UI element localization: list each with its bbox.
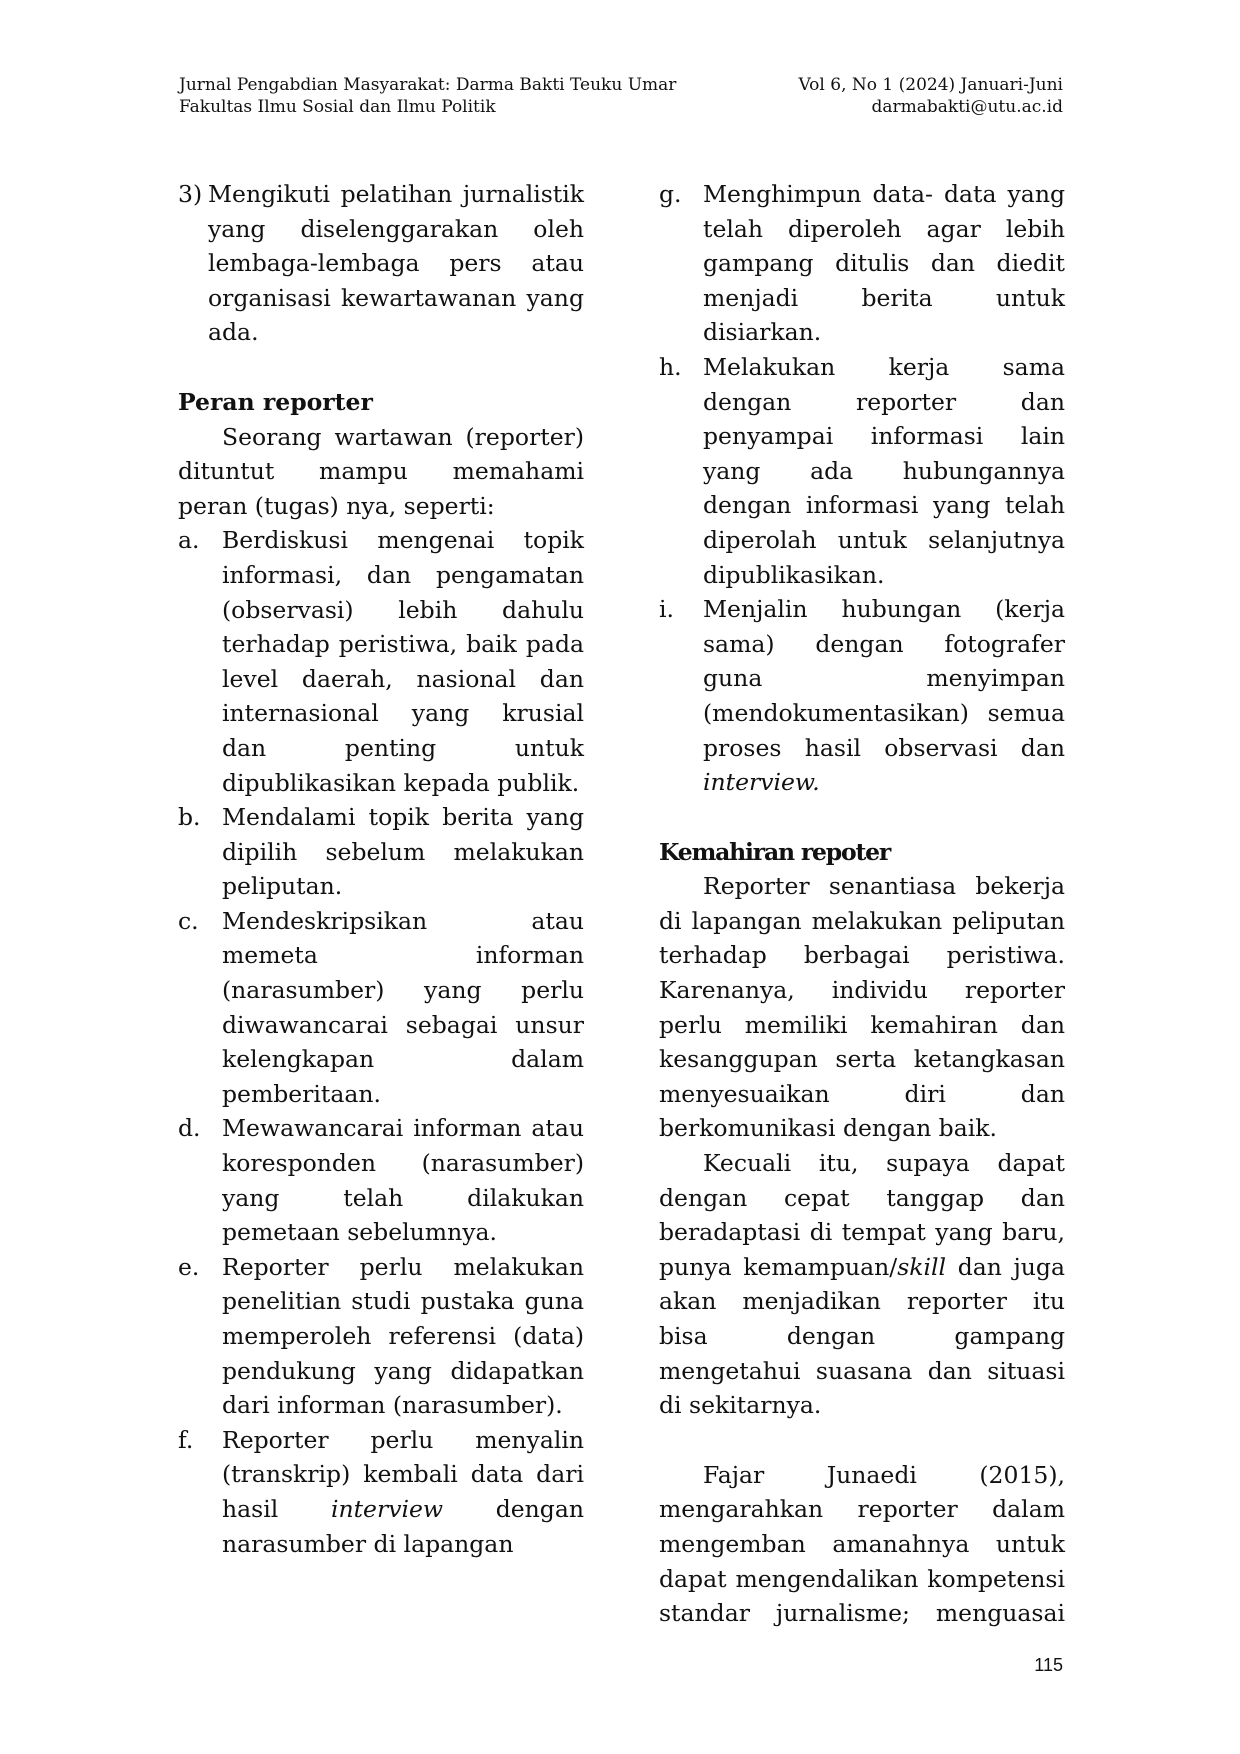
right-column bbox=[659, 177, 1065, 1631]
text-segment: Menjalin hubungan (kerja sama) dengan fotografer guna menyimpan (mendokumentasikan) semua proses hasil observasi dan bbox=[703, 595, 1065, 762]
list-item-text: Mewawancarai informan atau koresponden (narasumber) yang telah dilakukan pemetaan sebelumnya. bbox=[222, 1114, 584, 1247]
list-marker: e. bbox=[178, 1252, 200, 1281]
list-item-e bbox=[178, 1250, 584, 1423]
list-item-h bbox=[659, 350, 1065, 592]
list-marker: b. bbox=[178, 803, 201, 832]
list-item-text: Mendeskripsikan atau memeta informan (narasumber) yang perlu diwawancarai sebagai unsur kelengkapan dalam pemberitaan. bbox=[222, 906, 584, 1108]
italic-term: interview. bbox=[703, 768, 820, 797]
list-marker: d. bbox=[178, 1114, 201, 1143]
journal-email: darmabakti@utu.ac.id bbox=[871, 97, 1063, 117]
volume-info: Vol 6, No 1 (2024) Januari-Juni bbox=[798, 75, 1063, 95]
intro-paragraph: Seorang wartawan (reporter) dituntut mampu memahami peran (tugas) nya, seperti: bbox=[178, 422, 584, 520]
text-segment: Kecuali itu, supaya dapat dengan cepat tanggap dan beradaptasi di tempat yang baru, punya kemampuan/ bbox=[659, 1149, 1065, 1281]
list-item-text bbox=[703, 592, 1065, 800]
text-segment: dan juga akan menjadikan reporter itu bisa dengan gampang mengetahui suasana dan situasi di sekitarnya. bbox=[659, 1252, 1065, 1420]
list-item-text: Mengikuti pelatihan jurnalistik yang diselenggarakan oleh lembaga-lembaga pers atau organisasi kewartawanan yang ada. bbox=[208, 180, 584, 347]
running-header-right bbox=[798, 74, 1063, 118]
list-marker: 3) bbox=[178, 180, 203, 208]
list-marker: h. bbox=[659, 352, 682, 381]
page-number: 115 bbox=[1034, 1655, 1063, 1675]
faculty-name: Fakultas Ilmu Sosial dan Ilmu Politik bbox=[179, 97, 496, 117]
list-marker: i. bbox=[659, 595, 674, 624]
list-item-i bbox=[659, 592, 1065, 800]
list-item-text: Reporter perlu melakukan penelitian studi pustaka guna memperoleh referensi (data) pendukung yang didapatkan dari informan (narasumber). bbox=[222, 1252, 584, 1420]
text-segment: Reporter perlu menyalin (transkrip) kembali data dari hasil bbox=[222, 1425, 584, 1523]
section-title-kemahiran-repoter: Kemahiran repoter bbox=[659, 837, 891, 866]
list-item-f bbox=[178, 1423, 584, 1561]
text-segment: dengan narasumber di lapangan bbox=[222, 1494, 584, 1558]
left-column bbox=[178, 177, 584, 1561]
italic-term: interview bbox=[330, 1494, 444, 1523]
list-marker: c. bbox=[178, 906, 199, 935]
list-item-text: Mendalami topik berita yang dipilih sebelum melakukan peliputan. bbox=[222, 803, 584, 901]
journal-title: Jurnal Pengabdian Masyarakat: Darma Bakti Teuku Umar bbox=[179, 75, 677, 95]
list-item-3 bbox=[178, 177, 584, 350]
running-header-left bbox=[179, 74, 676, 118]
list-item-text: Berdiskusi mengenai topik informasi, dan pengamatan (observasi) lebih dahulu terhadap peristiwa, baik pada level daerah, nasional dan internasional yang krusial dan penting untuk dipublikasikan kepada publik. bbox=[222, 526, 584, 797]
list-item-a bbox=[178, 523, 584, 800]
paragraph-3: Fajar Junaedi (2015), mengarahkan reporter dalam mengemban amanahnya untuk dapat mengendalikan kompetensi standar jurnalisme; menguasai bbox=[659, 1460, 1065, 1628]
section-title-peran-reporter: Peran reporter bbox=[178, 387, 373, 416]
list-marker: a. bbox=[178, 526, 200, 555]
list-item-g bbox=[659, 177, 1065, 350]
list-marker: f. bbox=[178, 1425, 194, 1454]
list-item-b bbox=[178, 800, 584, 904]
list-item-d bbox=[178, 1111, 584, 1249]
list-item-text: Menghimpun data- data yang telah diperoleh agar lebih gampang ditulis dan diedit menjadi berita untuk disiarkan. bbox=[703, 180, 1065, 347]
paragraph-2 bbox=[659, 1146, 1065, 1423]
paragraph-1: Reporter senantiasa bekerja di lapangan melakukan peliputan terhadap berbagai peristiwa. Karenanya, individu reporter perlu memiliki kemahiran dan kesanggupan serta ketangkasan menyesuaikan diri dan berkomunikasi dengan baik. bbox=[659, 872, 1065, 1143]
list-item-text bbox=[222, 1423, 584, 1561]
list-marker: g. bbox=[659, 180, 682, 208]
italic-term: skill bbox=[897, 1252, 947, 1281]
list-item-c bbox=[178, 904, 584, 1112]
list-item-text: Melakukan kerja sama dengan reporter dan penyampai informasi lain yang ada hubungannya dengan informasi yang telah diperolah untuk selanjutnya dipublikasikan. bbox=[703, 352, 1065, 589]
